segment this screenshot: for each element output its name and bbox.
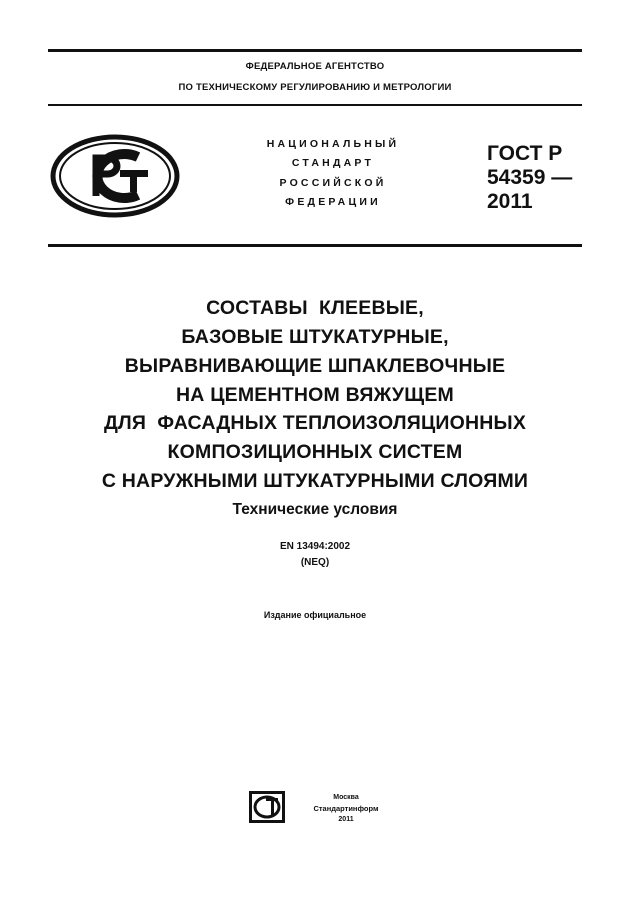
title-line-6: КОМПОЗИЦИОННЫХ СИСТЕМ: [167, 441, 463, 463]
agency-line-2: ПО ТЕХНИЧЕСКОМУ РЕГУЛИРОВАНИЮ И МЕТРОЛОГИИ: [178, 82, 452, 93]
national-line-4: ФЕДЕРАЦИИ: [285, 196, 381, 208]
agency-line-1: ФЕДЕРАЛЬНОЕ АГЕНТСТВО: [245, 61, 385, 72]
title-line-4: НА ЦЕМЕНТНОМ ВЯЖУЩЕМ: [176, 384, 454, 406]
gost-code-line-1: ГОСТ Р: [487, 142, 563, 165]
national-line-3: РОССИЙСКОЙ: [279, 177, 387, 189]
publisher-city: Москва: [333, 794, 359, 801]
gost-code-line-2: 54359 —: [487, 166, 573, 189]
reference-equivalence: (NEQ): [300, 557, 330, 568]
rst-logo-icon: [50, 134, 180, 218]
title-line-2: БАЗОВЫЕ ШТУКАТУРНЫЕ,: [181, 326, 449, 348]
publisher-year: 2011: [338, 816, 354, 823]
edition-note: Издание официальное: [263, 610, 367, 620]
national-line-2: СТАНДАРТ: [291, 157, 375, 169]
top-rule: [48, 49, 582, 52]
document-subtitle: Технические условия: [232, 501, 398, 518]
standard-rule: [48, 244, 582, 247]
title-line-5: ДЛЯ ФАСАДНЫХ ТЕПЛОИЗОЛЯЦИОННЫХ: [103, 412, 527, 434]
gost-code-line-3: 2011: [487, 190, 533, 213]
standartinform-logo-icon: [248, 790, 286, 824]
title-line-7: С НАРУЖНЫМИ ШТУКАТУРНЫМИ СЛОЯМИ: [101, 470, 529, 492]
title-line-3: ВЫРАВНИВАЮЩИЕ ШПАКЛЕВОЧНЫЕ: [124, 355, 506, 377]
agency-rule: [48, 104, 582, 106]
publisher-name: Стандартинформ: [313, 804, 379, 813]
reference-standard: EN 13494:2002: [279, 541, 351, 552]
national-line-1: НАЦИОНАЛЬНЫЙ: [266, 138, 400, 150]
title-line-1: СОСТАВЫ КЛЕЕВЫЕ,: [206, 297, 424, 319]
